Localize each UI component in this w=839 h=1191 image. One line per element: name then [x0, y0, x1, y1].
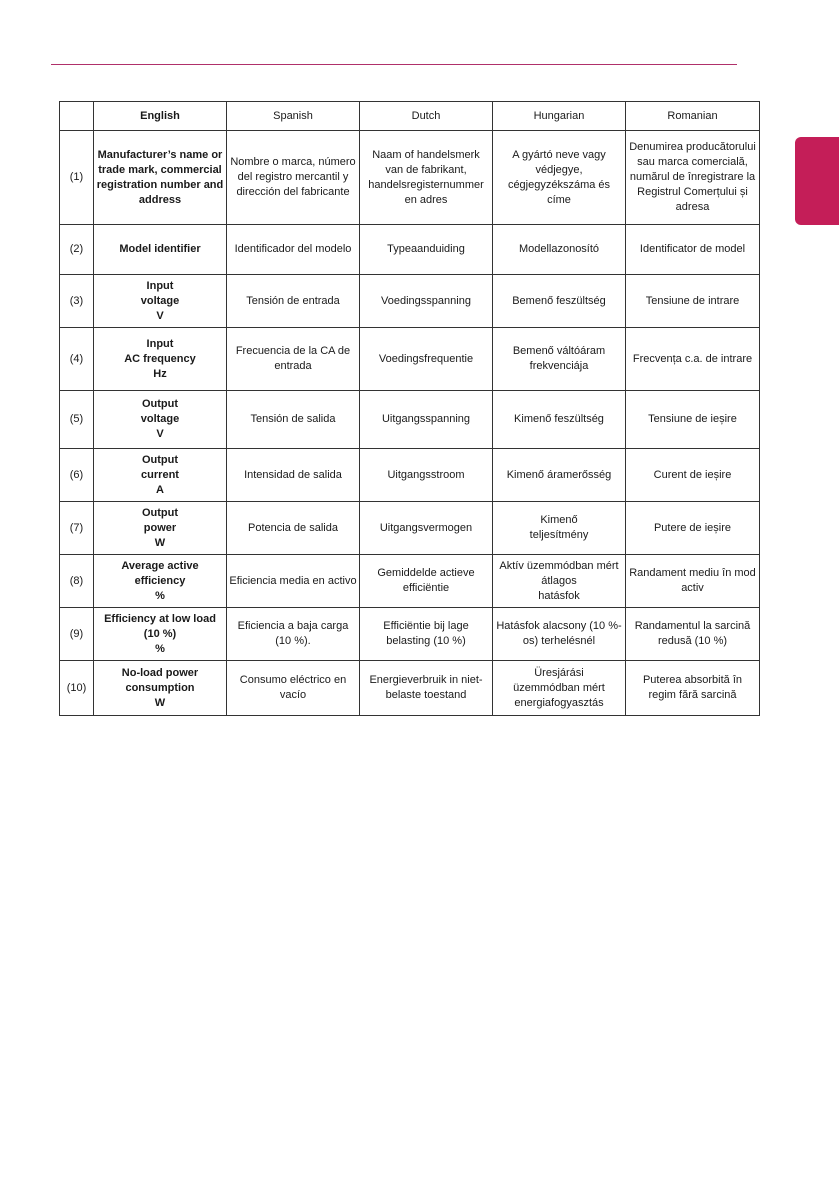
spanish-cell: Frecuencia de la CA de entrada [227, 328, 360, 391]
romanian-cell: Identificator de model [626, 225, 760, 275]
column-header-spanish: Spanish [227, 102, 360, 131]
romanian-cell: Tensiune de ieșire [626, 391, 760, 449]
hungarian-cell: Kimenő feszültség [493, 391, 626, 449]
table-row [60, 449, 760, 502]
column-header-hungarian: Hungarian [493, 102, 626, 131]
english-cell: Output power W [94, 502, 227, 555]
hungarian-cell: Bemenő váltóáram frekvenciája [493, 328, 626, 391]
romanian-cell: Putere de ieșire [626, 502, 760, 555]
romanian-cell: Frecvența c.a. de intrare [626, 328, 760, 391]
hungarian-cell: Aktív üzemmódban mért átlagos hatásfok [493, 555, 626, 608]
romanian-cell: Tensiune de intrare [626, 275, 760, 328]
english-cell: Input voltage V [94, 275, 227, 328]
dutch-cell: Voedingsspanning [360, 275, 493, 328]
english-cell: Input AC frequency Hz [94, 328, 227, 391]
column-header-english: English [94, 102, 227, 131]
romanian-cell: Randamentul la sarcină redusă (10 %) [626, 608, 760, 661]
table-row [60, 555, 760, 608]
english-cell: Output current A [94, 449, 227, 502]
hungarian-cell: Kimenő teljesítmény [493, 502, 626, 555]
specification-table [59, 101, 760, 716]
hungarian-cell: A gyártó neve vagy védjegye, cégjegyzékszáma és címe [493, 131, 626, 225]
hungarian-cell: Bemenő feszültség [493, 275, 626, 328]
column-header-number [60, 102, 94, 131]
row-number: (5) [60, 391, 94, 449]
row-number: (6) [60, 449, 94, 502]
hungarian-cell: Hatásfok alacsony (10 %-os) terhelésnél [493, 608, 626, 661]
dutch-cell: Uitgangsvermogen [360, 502, 493, 555]
table-row [60, 608, 760, 661]
romanian-cell: Puterea absorbită în regim fără sarcină [626, 661, 760, 716]
hungarian-cell: Üresjárási üzemmódban mért energiafogyasztás [493, 661, 626, 716]
english-cell: Model identifier [94, 225, 227, 275]
spanish-cell: Eficiencia a baja carga (10 %). [227, 608, 360, 661]
spanish-cell: Potencia de salida [227, 502, 360, 555]
row-number: (1) [60, 131, 94, 225]
table-header-row [60, 102, 760, 131]
dutch-cell: Efficiëntie bij lage belasting (10 %) [360, 608, 493, 661]
row-number: (9) [60, 608, 94, 661]
romanian-cell: Curent de ieșire [626, 449, 760, 502]
spanish-cell: Nombre o marca, número del registro mercantil y dirección del fabricante [227, 131, 360, 225]
spanish-cell: Consumo eléctrico en vacío [227, 661, 360, 716]
spanish-cell: Intensidad de salida [227, 449, 360, 502]
spanish-cell: Identificador del modelo [227, 225, 360, 275]
english-cell: Output voltage V [94, 391, 227, 449]
dutch-cell: Gemiddelde actieve efficiëntie [360, 555, 493, 608]
dutch-cell: Uitgangsspanning [360, 391, 493, 449]
column-header-dutch: Dutch [360, 102, 493, 131]
spanish-cell: Tensión de entrada [227, 275, 360, 328]
romanian-cell: Denumirea producătorului sau marca comercială, numărul de înregistrare la Registrul Comerțului și adresa [626, 131, 760, 225]
hungarian-cell: Kimenő áramerősség [493, 449, 626, 502]
romanian-cell: Randament mediu în mod activ [626, 555, 760, 608]
language-side-tab [795, 137, 839, 225]
row-number: (4) [60, 328, 94, 391]
english-cell: No-load power consumption W [94, 661, 227, 716]
row-number: (10) [60, 661, 94, 716]
dutch-cell: Typeaanduiding [360, 225, 493, 275]
row-number: (2) [60, 225, 94, 275]
dutch-cell: Naam of handelsmerk van de fabrikant, handelsregisternummer en adres [360, 131, 493, 225]
english-cell: Manufacturer’s name or trade mark, commercial registration number and address [94, 131, 227, 225]
table-row [60, 131, 760, 225]
table-row [60, 391, 760, 449]
spanish-cell: Eficiencia media en activo [227, 555, 360, 608]
row-number: (3) [60, 275, 94, 328]
row-number: (8) [60, 555, 94, 608]
english-cell: Efficiency at low load (10 %) % [94, 608, 227, 661]
header-divider [51, 64, 737, 65]
english-cell: Average active efficiency % [94, 555, 227, 608]
row-number: (7) [60, 502, 94, 555]
table-row [60, 225, 760, 275]
hungarian-cell: Modellazonosító [493, 225, 626, 275]
table-row [60, 328, 760, 391]
table-row [60, 661, 760, 716]
table-row [60, 275, 760, 328]
dutch-cell: Voedingsfrequentie [360, 328, 493, 391]
column-header-romanian: Romanian [626, 102, 760, 131]
table-row [60, 502, 760, 555]
dutch-cell: Uitgangsstroom [360, 449, 493, 502]
dutch-cell: Energieverbruik in niet-belaste toestand [360, 661, 493, 716]
spanish-cell: Tensión de salida [227, 391, 360, 449]
